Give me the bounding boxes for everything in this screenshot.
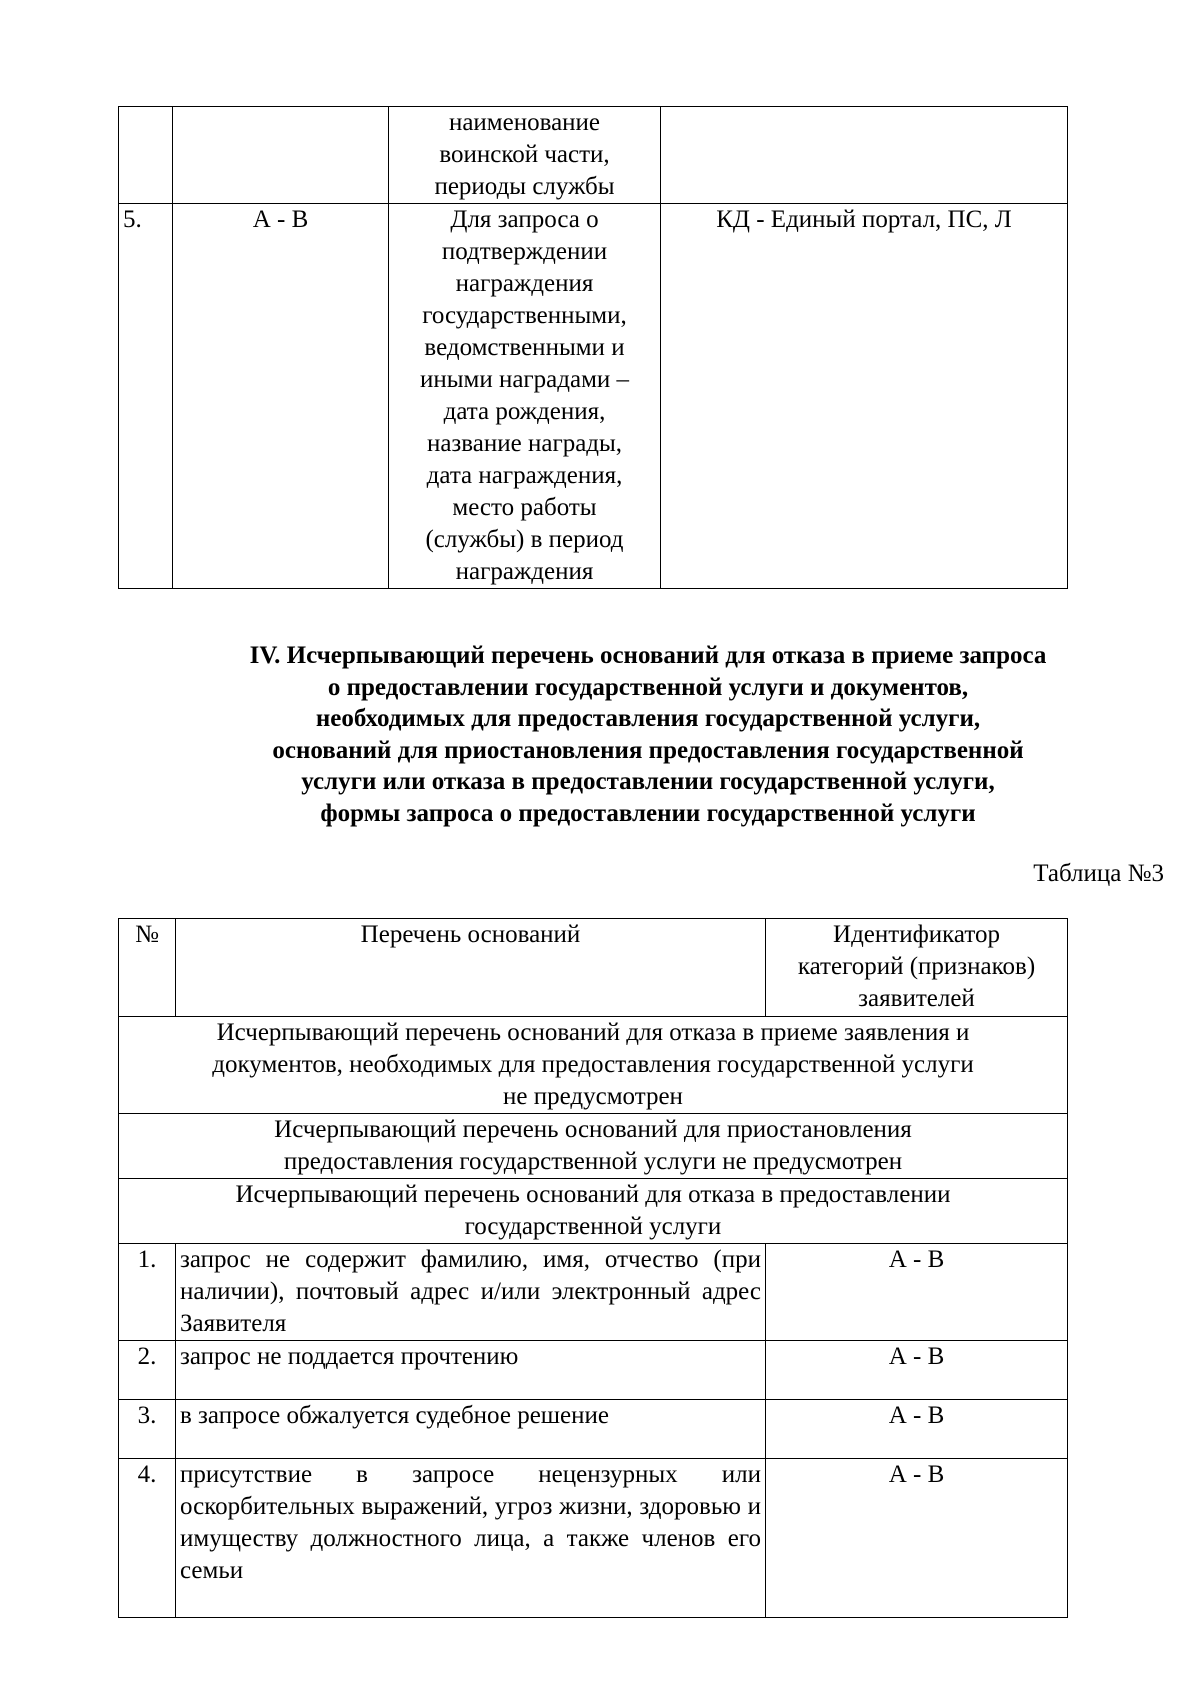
text-line: Для запроса о (450, 206, 599, 233)
table-row (119, 1244, 1068, 1341)
text-line: Исчерпывающий перечень оснований для приостановления (274, 1116, 912, 1143)
header-reasons: Перечень оснований (176, 919, 766, 1017)
text-line: название награды, (426, 430, 623, 457)
table-header-row (119, 919, 1068, 1017)
group-title (119, 1179, 1068, 1244)
heading-line: необходимых для предоставления государственной услуги, (315, 705, 981, 732)
text-line: не предусмотрен (503, 1083, 683, 1110)
text-line: воинской части, (439, 141, 610, 168)
heading-line: услуги или отказа в предоставлении государственной услуги, (301, 768, 995, 795)
group-title (119, 1114, 1068, 1179)
channel-cell (661, 107, 1068, 204)
refusal-reasons-table (118, 918, 1068, 1618)
text-line: подтверждении (441, 238, 608, 265)
table-row (119, 1400, 1068, 1459)
text-line: дата рождения, (443, 398, 606, 425)
reason-text: в запросе обжалуется судебное решение (176, 1400, 766, 1459)
applicant-code: А - В (173, 204, 389, 589)
text-line: государственными, (422, 302, 627, 329)
text-line: категорий (признаков) (797, 953, 1036, 980)
text-line: наименование (448, 109, 601, 136)
reason-text: запрос не содержит фамилию, имя, отчество (при наличии), почтовый адрес и/или электронный адрес Заявителя (176, 1244, 766, 1341)
text-line: документов, необходимых для предоставления государственной услуги (212, 1051, 974, 1078)
table-row (119, 1341, 1068, 1400)
row-number: 5. (119, 204, 173, 589)
text-line: предоставления государственной услуги не предусмотрен (283, 1148, 903, 1175)
row-number: 3. (119, 1400, 176, 1459)
text-line: государственной услуги (464, 1213, 722, 1240)
text-line: ведомственными и (424, 334, 625, 361)
applicant-code: А - В (766, 1244, 1068, 1341)
group-row (119, 1017, 1068, 1114)
text-line: иными наградами – (419, 366, 630, 393)
text-line: заявителей (858, 985, 975, 1012)
group-title (119, 1017, 1068, 1114)
group-row (119, 1179, 1068, 1244)
info-cell (389, 107, 661, 204)
header-identifier (766, 919, 1068, 1017)
heading-line: IV. Исчерпывающий перечень оснований для отказа в приеме запроса (249, 642, 1047, 669)
continued-table (118, 106, 1068, 589)
heading-line: оснований для приостановления предоставления государственной (272, 736, 1024, 764)
text-line: периоды службы (434, 173, 615, 200)
heading-line: формы запроса о предоставлении государственной услуги (320, 799, 976, 827)
header-num: № (119, 919, 176, 1017)
info-cell (389, 204, 661, 589)
text-line: Идентификатор (833, 921, 1000, 948)
heading-line: о предоставлении государственной услуги и документов, (327, 673, 969, 701)
text-line: награждения (455, 558, 594, 585)
table-row (119, 1459, 1068, 1618)
row-number: 4. (119, 1459, 176, 1618)
table-row (119, 107, 1068, 204)
text-line: Исчерпывающий перечень оснований для отказа в предоставлении (235, 1181, 951, 1208)
reason-text: присутствие в запросе нецензурных или оскорбительных выражений, угроз жизни, здоровью и имуществу должностного лица, а также членов его семьи (176, 1459, 766, 1618)
text-line: место работы (452, 494, 597, 521)
text-line: дата награждения, (426, 462, 623, 489)
applicant-code (173, 107, 389, 204)
table-number: Таблица №3 (1033, 860, 1164, 887)
text-line: награждения (455, 270, 594, 297)
row-number (119, 107, 173, 204)
applicant-code: А - В (766, 1341, 1068, 1400)
table-row (119, 204, 1068, 589)
text-line: Исчерпывающий перечень оснований для отказа в приеме заявления и (216, 1019, 970, 1046)
applicant-code: А - В (766, 1459, 1068, 1618)
channel-cell: КД - Единый портал, ПС, Л (661, 204, 1068, 589)
section-heading (118, 640, 1178, 829)
reason-text: запрос не поддается прочтению (176, 1341, 766, 1400)
group-row (119, 1114, 1068, 1179)
row-number: 1. (119, 1244, 176, 1341)
applicant-code: А - В (766, 1400, 1068, 1459)
text-line: (службы) в период (425, 526, 624, 553)
row-number: 2. (119, 1341, 176, 1400)
